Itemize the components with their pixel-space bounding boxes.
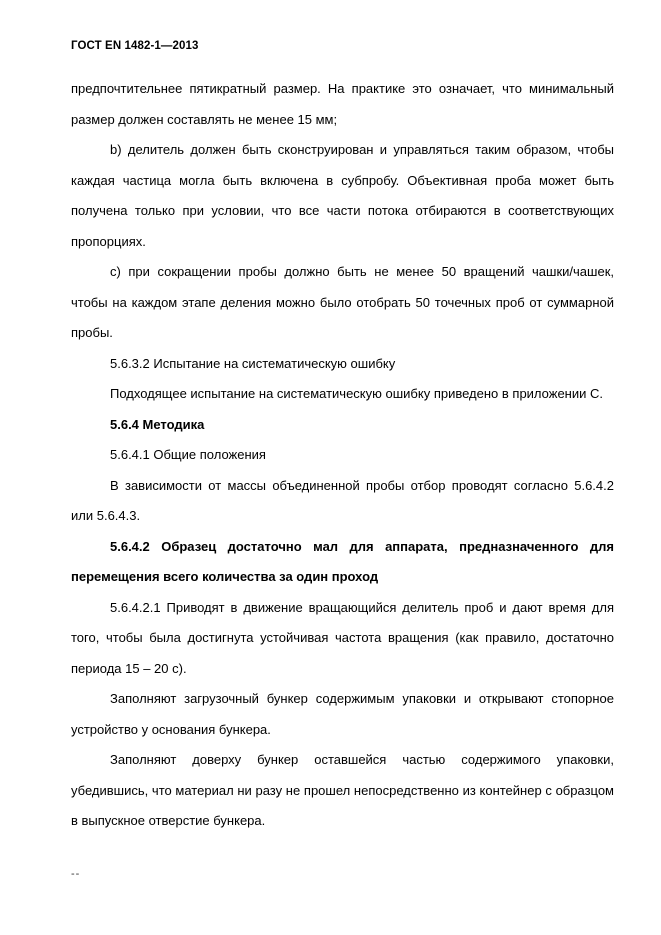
paragraph-continuation: предпочтительнее пятикратный размер. На практике это означает, что минимальный размер должен составлять не менее 15 мм;	[71, 81, 614, 127]
paragraph-fill-remaining: Заполняют доверху бункер оставшейся частью содержимого упаковки, убедившись, что материал ни разу не прошел непосредственно из контейнер с образцом в выпускное отверстие бункера.	[71, 752, 614, 828]
paragraph-5-6-4-2-1: 5.6.4.2.1 Приводят в движение вращающийся делитель проб и дают время для того, чтобы была достигнута устойчивая частота вращения (как правило, достаточно периода 15 – 20 с).	[71, 599, 614, 676]
section-heading-5-6-4: 5.6.4 Методика	[110, 416, 205, 432]
document-header: ГОСТ EN 1482-1—2013	[71, 40, 199, 52]
section-heading-5-6-4-1: 5.6.4.1 Общие положения	[110, 447, 266, 462]
section-heading-5-6-4-2: 5.6.4.2 Образец достаточно мал для аппарата, предназначенного для перемещения всего количества за один проход	[71, 538, 614, 584]
paragraph-fill-hopper: Заполняют загрузочный бункер содержимым упаковки и открывают стопорное устройство у основания бункера.	[71, 691, 614, 737]
document-body	[71, 74, 614, 837]
page-footer-mark: --	[71, 868, 81, 880]
paragraph-item-c: с) при сокращении пробы должно быть не менее 50 вращений чашки/чашек, чтобы на каждом этапе деления можно было отобрать 50 точечных проб от суммарной пробы.	[71, 264, 614, 340]
paragraph-item-b: b) делитель должен быть сконструирован и управляться таким образом, чтобы каждая частица могла быть включена в субпробу. Объективная проба может быть получена только при условии, что все части потока отбираются в соответствующих пропорциях.	[71, 142, 614, 249]
section-heading-5-6-3-2: 5.6.3.2 Испытание на систематическую ошибку	[110, 355, 396, 371]
paragraph-sampling-mass: В зависимости от массы объединенной пробы отбор проводят согласно 5.6.4.2 или 5.6.4.3.	[71, 477, 614, 523]
paragraph-systematic-error: Подходящее испытание на систематическую ошибку приведено в приложении С.	[110, 386, 603, 401]
